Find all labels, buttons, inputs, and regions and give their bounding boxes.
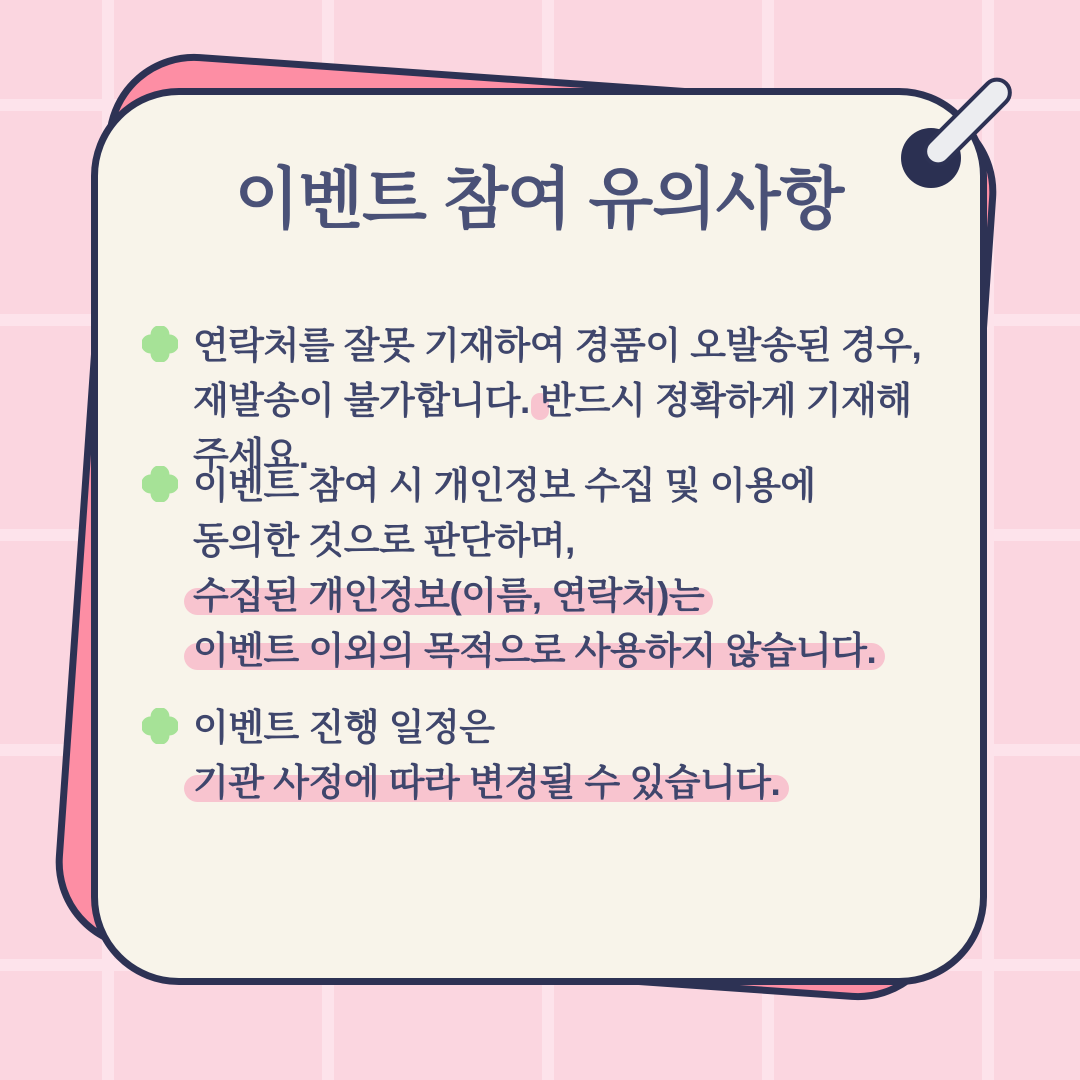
note-line — [193, 623, 955, 678]
note-text-block — [193, 458, 955, 678]
page-title: 이벤트 참여 유의사항 — [234, 162, 844, 237]
note-text-block — [193, 700, 955, 810]
note-item — [140, 458, 955, 678]
note-text-highlighted: 반드시 정확하게 기재해 주세요. — [193, 380, 912, 476]
clover-icon — [142, 708, 178, 744]
note-line — [193, 700, 955, 755]
note-text: 이벤트 진행 일정은 — [193, 707, 495, 748]
clover-icon — [142, 466, 178, 502]
note-text-highlighted: 수집된 개인정보(이름, 연락처)는 — [193, 575, 705, 616]
note-line — [193, 458, 955, 513]
note-line — [193, 755, 955, 810]
note-line — [193, 513, 955, 568]
note-text: 이벤트 참여 시 개인정보 수집 및 이용에 — [193, 465, 816, 506]
note-item — [140, 700, 955, 810]
note-text: 동의한 것으로 판단하며, — [193, 520, 575, 561]
note-line — [193, 318, 955, 373]
clover-icon — [142, 326, 178, 362]
note-text: 연락처를 잘못 기재하여 경품이 오발송된 경우, — [193, 325, 922, 366]
note-line — [193, 568, 955, 623]
note-text: 재발송이 불가합니다. — [193, 380, 540, 421]
note-text-highlighted: 이벤트 이외의 목적으로 사용하지 않습니다. — [193, 630, 877, 671]
note-text-highlighted: 기관 사정에 따라 변경될 수 있습니다. — [193, 762, 781, 803]
